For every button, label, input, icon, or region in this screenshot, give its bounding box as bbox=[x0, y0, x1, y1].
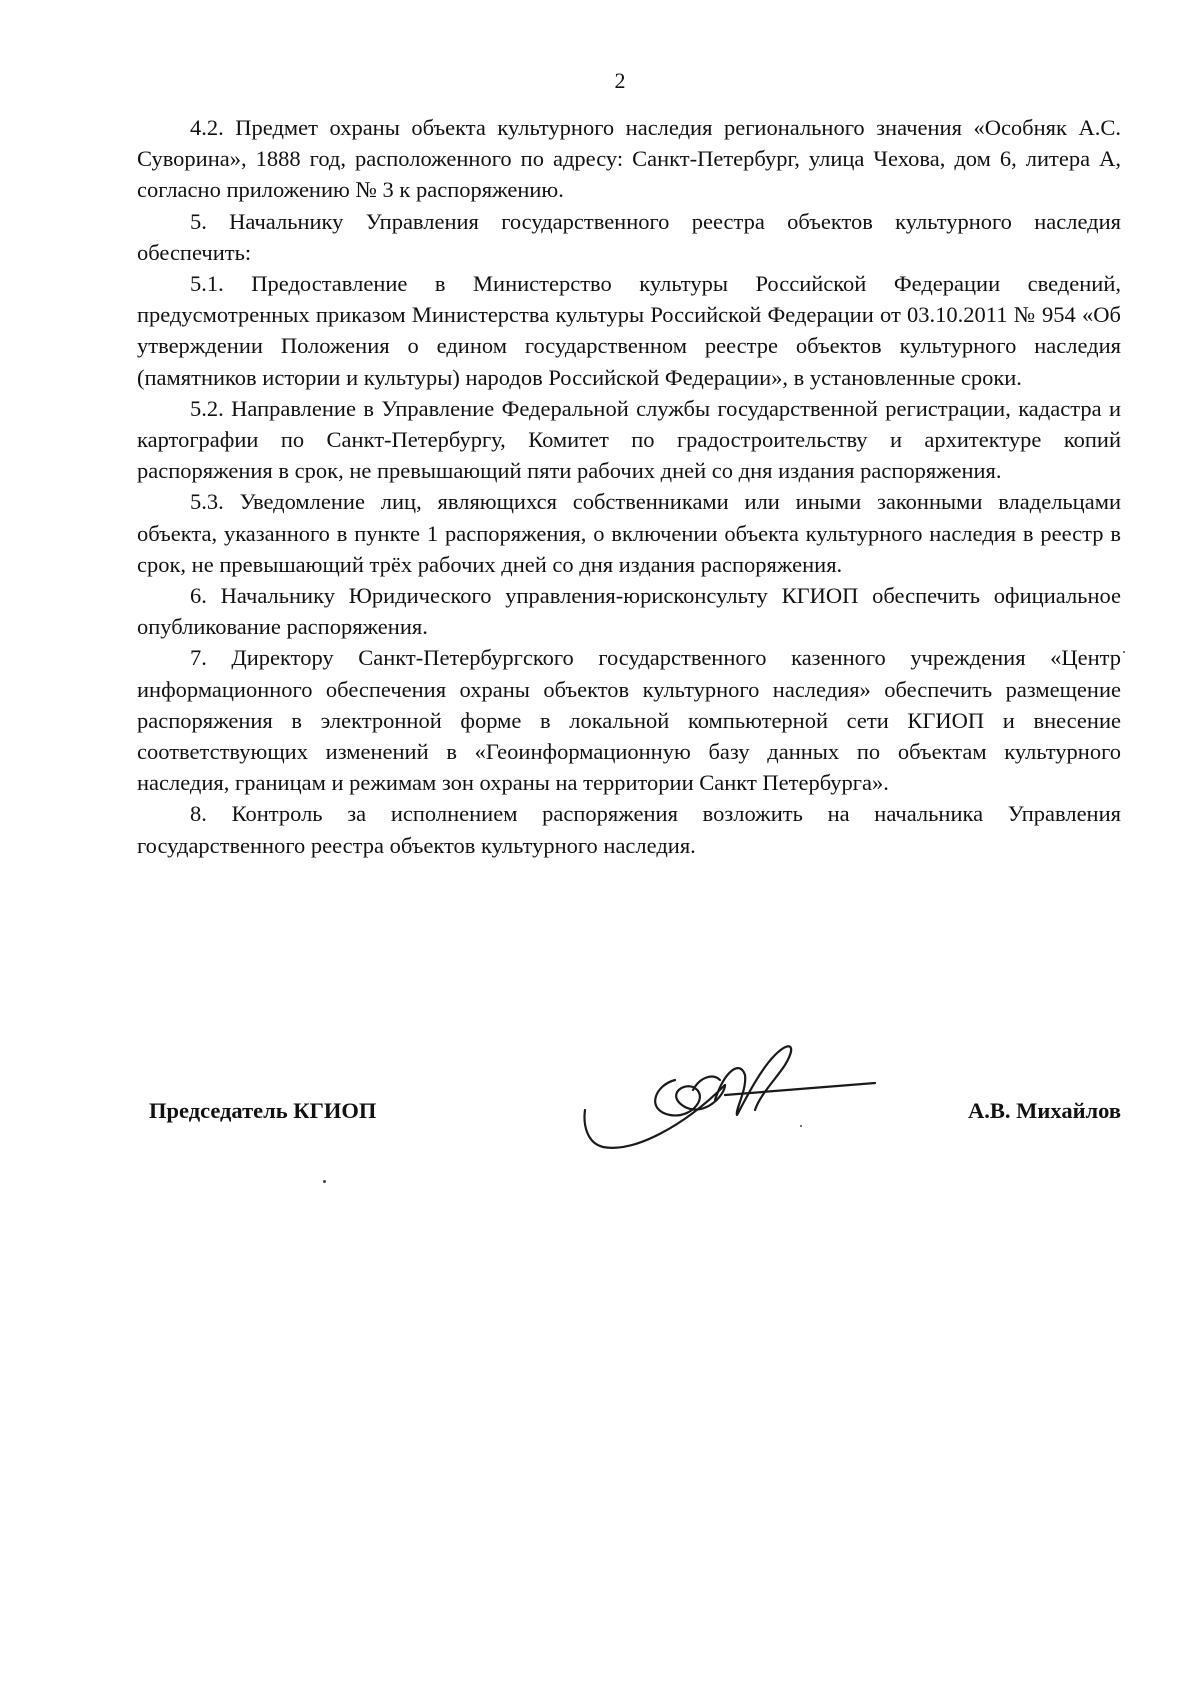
scan-speck bbox=[1123, 651, 1125, 653]
scan-speck bbox=[323, 1180, 326, 1183]
scan-speck bbox=[800, 1125, 802, 1127]
paragraph-5-3: 5.3. Уведомление лиц, являющихся собственниками или иными законными владельцами объекта, указанного в пункте 1 распоряжения, о включении объекта культурного наследия в реестр в срок, не превышающий трёх рабочих дней со дня издания распоряжения. bbox=[137, 489, 1121, 577]
handwritten-signature-icon bbox=[575, 1015, 895, 1155]
document-body bbox=[137, 112, 1121, 861]
paragraph-4-2: 4.2. Предмет охраны объекта культурного наследия регионального значения «Особняк А.С. Суворина», 1888 год, расположенного по адресу: Санкт-Петербург, улица Чехова, дом 6, литера А, согласно приложению № 3 к распоряжению. bbox=[137, 115, 1121, 203]
paragraph-6: 6. Начальнику Юридического управления-юрисконсульту КГИОП обеспечить официальное опубликование распоряжения. bbox=[137, 583, 1121, 640]
signer-name: А.В. Михайлов bbox=[968, 1098, 1121, 1123]
paragraph-5-1: 5.1. Предоставление в Министерство культуры Российской Федерации сведений, предусмотренных приказом Министерства культуры Российской Федерации от 03.10.2011 № 954 «Об утверждении Положения о едином государственном реестре объектов культурного наследия (памятников истории и культуры) народов Российской Федерации», в установленные сроки. bbox=[137, 271, 1121, 390]
paragraph-5: 5. Начальнику Управления государственного реестра объектов культурного наследия обеспечить: bbox=[137, 208, 1121, 265]
page-number: 2 bbox=[614, 68, 626, 93]
paragraph-7: 7. Директору Санкт-Петербургского государственного казенного учреждения «Центр информационного обеспечения охраны объектов культурного наследия» обеспечить размещение распоряжения в электронной форме в локальной компьютерной сети КГИОП и внесение соответствующих изменений в «Геоинформационную базу данных по объектам культурного наследия, границам и режимам зон охраны на территории Санкт Петербурга». bbox=[137, 645, 1121, 796]
signer-position: Председатель КГИОП bbox=[149, 1098, 377, 1123]
paragraph-8: 8. Контроль за исполнением распоряжения возложить на начальника Управления государственного реестра объектов культурного наследия. bbox=[137, 801, 1121, 858]
paragraph-5-2: 5.2. Направление в Управление Федеральной службы государственной регистрации, кадастра и картографии по Санкт-Петербургу, Комитет по градостроительству и архитектуре копий распоряжения в срок, не превышающий пяти рабочих дней со дня издания распоряжения. bbox=[137, 395, 1121, 484]
